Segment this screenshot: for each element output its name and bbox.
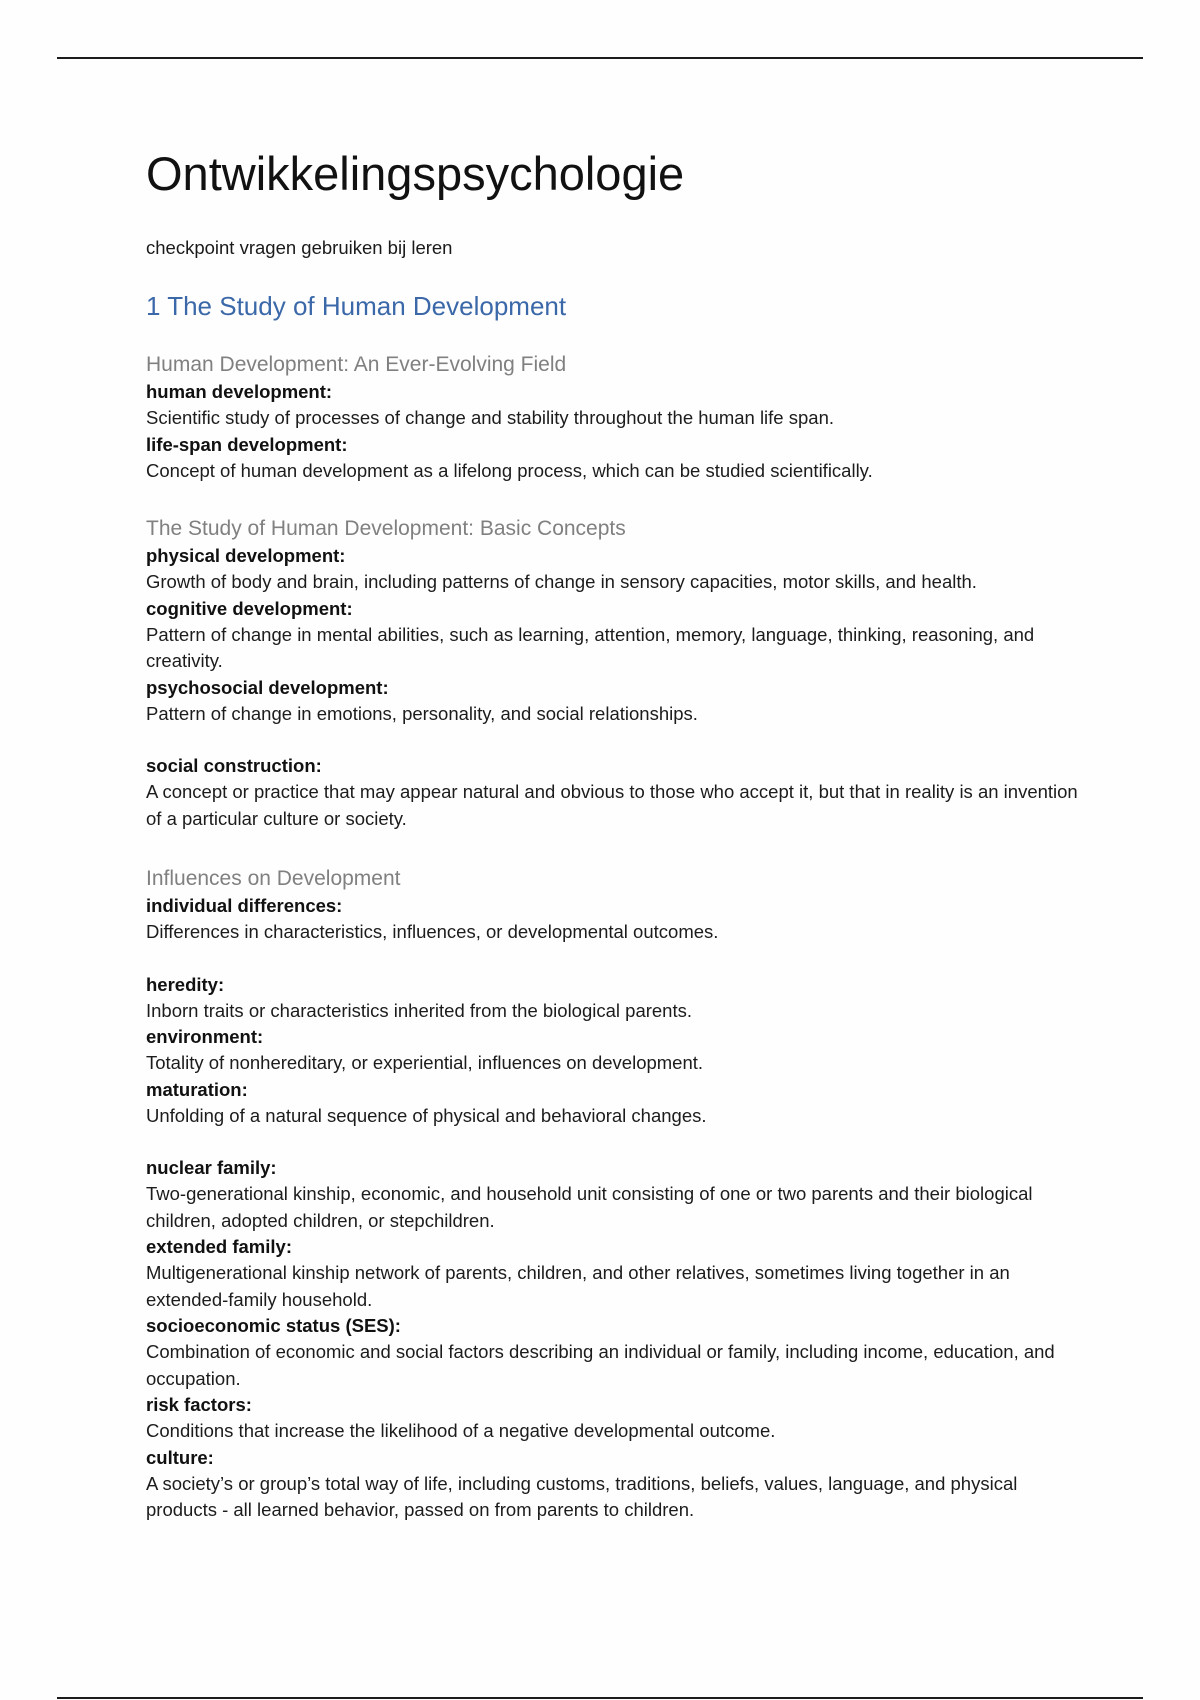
glossary-entry bbox=[146, 1392, 1086, 1445]
glossary-entry bbox=[146, 1445, 1086, 1524]
glossary-entry bbox=[146, 893, 1086, 946]
entry-definition: Pattern of change in emotions, personality, and social relationships. bbox=[146, 702, 698, 724]
entry-term: nuclear family: bbox=[146, 1157, 277, 1178]
entry-term: maturation: bbox=[146, 1078, 248, 1100]
glossary-entry bbox=[146, 753, 1086, 832]
entry-term: socioeconomic status (SES): bbox=[146, 1315, 401, 1336]
entry-term: human development: bbox=[146, 381, 333, 402]
spacer bbox=[146, 946, 1086, 972]
entry-definition: Combination of economic and social factors describing an individual or family, including income, education, and occupation. bbox=[146, 1341, 1055, 1389]
section-ever-evolving-field bbox=[146, 351, 1086, 484]
glossary-entry bbox=[146, 432, 1086, 485]
section-basic-concepts bbox=[146, 515, 1086, 832]
entry-term: heredity: bbox=[146, 973, 225, 995]
section-heading: Influences on Development bbox=[146, 867, 401, 890]
glossary-entry bbox=[146, 1313, 1086, 1392]
chapter-heading: 1 The Study of Human Development bbox=[146, 291, 567, 321]
entry-definition: Conditions that increase the likelihood of a negative developmental outcome. bbox=[146, 1420, 776, 1441]
glossary-entry bbox=[146, 1155, 1086, 1234]
section-heading: The Study of Human Development: Basic Concepts bbox=[146, 517, 626, 540]
section-influences bbox=[146, 865, 1086, 1524]
entry-definition: Inborn traits or characteristics inherited from the biological parents. bbox=[146, 999, 693, 1021]
spacer bbox=[146, 1129, 1086, 1155]
entry-definition: Differences in characteristics, influences, or developmental outcomes. bbox=[146, 921, 719, 942]
entry-definition: Growth of body and brain, including patterns of change in sensory capacities, motor skills, and health. bbox=[146, 571, 977, 592]
entry-term: psychosocial development: bbox=[146, 676, 389, 698]
entry-definition: Totality of nonhereditary, or experiential, influences on development. bbox=[146, 1052, 704, 1073]
bottom-rule bbox=[57, 1697, 1143, 1699]
glossary-entry bbox=[146, 1024, 1086, 1077]
entry-definition: Concept of human development as a lifelong process, which can be studied scientifically. bbox=[146, 459, 873, 481]
glossary-entry bbox=[146, 972, 1086, 1025]
section-heading: Human Development: An Ever-Evolving Field bbox=[146, 353, 567, 376]
entry-definition: Unfolding of a natural sequence of physical and behavioral changes. bbox=[146, 1104, 707, 1126]
glossary-entry bbox=[146, 596, 1086, 675]
entry-definition: A concept or practice that may appear natural and obvious to those who accept it, but that in reality is an invention of a particular culture or society. bbox=[146, 781, 1078, 829]
entry-term: social construction: bbox=[146, 755, 322, 776]
document-subtitle: checkpoint vragen gebruiken bij leren bbox=[146, 237, 453, 258]
entry-definition: Pattern of change in mental abilities, such as learning, attention, memory, language, thinking, reasoning, and creativity. bbox=[146, 623, 1035, 671]
entry-definition: Scientific study of processes of change and stability throughout the human life span. bbox=[146, 407, 834, 428]
glossary-entry bbox=[146, 543, 1086, 596]
glossary-entry bbox=[146, 1077, 1086, 1130]
glossary-entry bbox=[146, 1234, 1086, 1313]
entry-definition: Multigenerational kinship network of parents, children, and other relatives, sometimes living together in an extended-family household. bbox=[146, 1262, 1010, 1310]
entry-term: physical development: bbox=[146, 545, 346, 566]
entry-term: risk factors: bbox=[146, 1394, 252, 1415]
document-title: Ontwikkelingspsychologie bbox=[146, 147, 685, 200]
glossary-entry bbox=[146, 379, 1086, 432]
entry-term: extended family: bbox=[146, 1236, 292, 1257]
entry-term: cognitive development: bbox=[146, 597, 353, 619]
top-rule bbox=[57, 57, 1143, 59]
entry-term: environment: bbox=[146, 1026, 264, 1047]
entry-term: culture: bbox=[146, 1446, 214, 1468]
spacer bbox=[146, 727, 1086, 753]
entry-term: individual differences: bbox=[146, 895, 343, 916]
entry-term: life-span development: bbox=[146, 433, 348, 455]
glossary-entry bbox=[146, 675, 1086, 728]
entry-definition: A society’s or group’s total way of life, including customs, traditions, beliefs, values, language, and physical products - all learned behavior, passed on from parents to children. bbox=[146, 1472, 1018, 1520]
entry-definition: Two-generational kinship, economic, and household unit consisting of one or two parents and their biological children, adopted children, or stepchildren. bbox=[146, 1183, 1033, 1231]
